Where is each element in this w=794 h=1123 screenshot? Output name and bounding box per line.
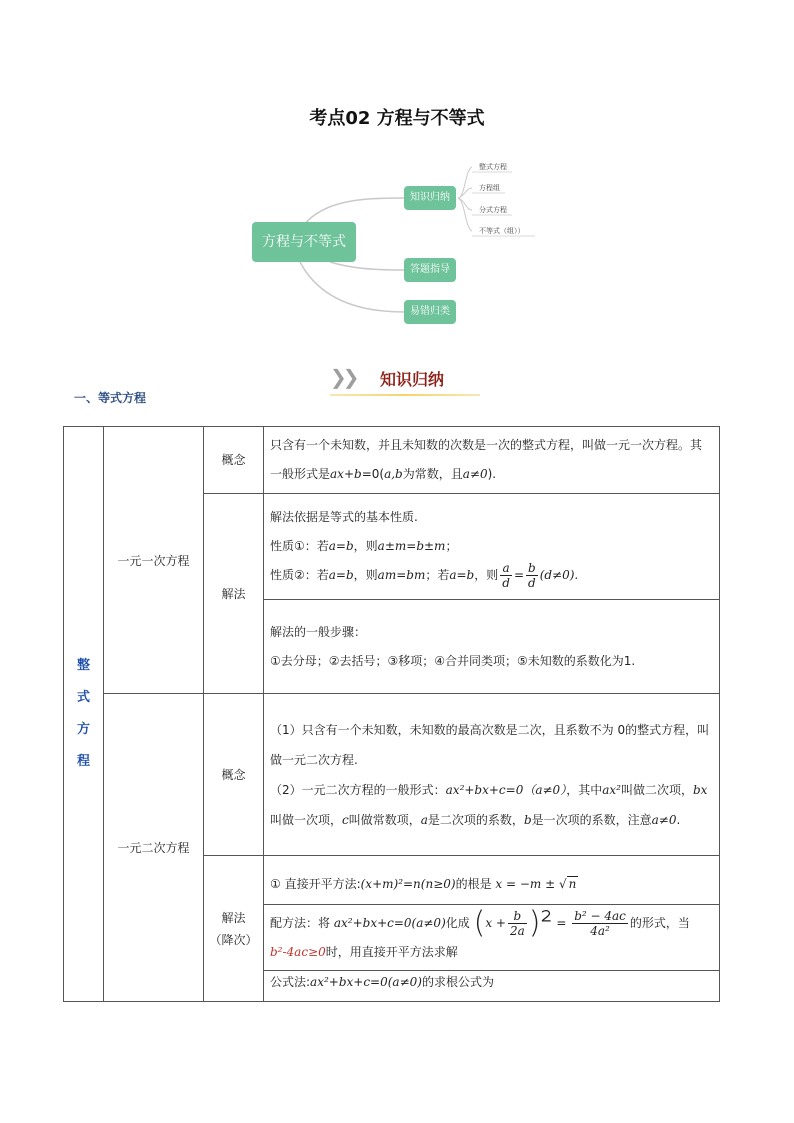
method-completing-square: 配方法：将 ax²+bx+c=0(a≠0)化成 (x + $\frac{b}{2a}$ )² = $\frac{\text{b² − 4ac}}{\text{4a²}}$ 的形式，当 b²-4ac≥0时，用直接开平方法求解 (270, 905, 690, 959)
category-cell: 整 式 方 程 (64, 427, 104, 1002)
mindmap-leaf: 方程组 (479, 184, 500, 192)
fraction-b-over-d: $\frac{b}{d}$ (528, 561, 536, 590)
connector-leaves (458, 167, 472, 231)
page-title: 考点02 方程与不等式 (309, 108, 485, 129)
quadratic-concept-cell: （1）只含有一个未知数，未知数的最高次数是二次，且系数不为 0的整式方程，叫做一元二次方程. （2）一元二次方程的一般形式：ax²+bx+c=0（a≠0），其中ax²叫做二次项，bx叫做一次项，c叫做常数项，a是二次项的系数，b是一次项的系数，注意a≠0. (264, 694, 720, 856)
connector-guidance (330, 262, 404, 270)
linear-concept-label: 概念 (204, 427, 264, 494)
double-chevron-icon: ❯❯ (330, 365, 356, 389)
mindmap-branch-guidance: 答题指导 (404, 258, 456, 282)
method-direct: ① 直接开平方法:(x+m)²=n(n≥0)的根是 x = −m ± √ n (264, 864, 719, 905)
equation-table (63, 426, 720, 1002)
linear-solution-label: 解法 (204, 494, 264, 694)
method-formula: 公式法:ax²+bx+c=0(a≠0)的求根公式为 (264, 970, 719, 993)
mindmap-connectors (0, 0, 794, 360)
banner-underline (330, 394, 480, 396)
linear-type-cell: 一元一次方程 (104, 427, 204, 694)
mindmap-branch-knowledge: 知识归纳 (404, 186, 456, 210)
linear-properties-cell: 解法依据是等式的基本性质. 性质①：若a=b，则a±m=b±m； 性质②：若a=b，则am=bm；若a=b，则 $\frac{a}{d}$ = $\frac{b}{d}$ (d≠0). (264, 494, 720, 600)
fraction-a-over-d: $\frac{a}{d}$ (502, 561, 510, 590)
linear-concept-cell: 只含有一个未知数，并且未知数的次数是一次的整式方程，叫做一元一次方程。其一般形式是ax+b=0(a,b为常数，且a≠0). (264, 427, 720, 494)
mindmap-leaf: 不等式（组）） (479, 227, 525, 235)
linear-steps-cell: 解法的一般步骤： ①去分母；②去括号；③移项；④合并同类项；⑤未知数的系数化为1. (264, 600, 720, 694)
banner-label: 知识归纳 (380, 370, 445, 389)
mindmap-leaf: 整式方程 (479, 163, 507, 171)
mindmap-leaf: 分式方程 (479, 206, 507, 214)
quadratic-type-cell: 一元二次方程 (104, 694, 204, 1002)
quadratic-solution-cell (264, 856, 720, 1002)
mindmap-root: 方程与不等式 (252, 222, 356, 262)
section-heading: 一、等式方程 (74, 391, 147, 405)
section-banner (330, 362, 480, 396)
quadratic-concept-label: 概念 (204, 694, 264, 856)
mindmap-branch-errors: 易错归类 (404, 300, 456, 324)
quadratic-solution-label: 解法 （降次） (204, 856, 264, 1002)
